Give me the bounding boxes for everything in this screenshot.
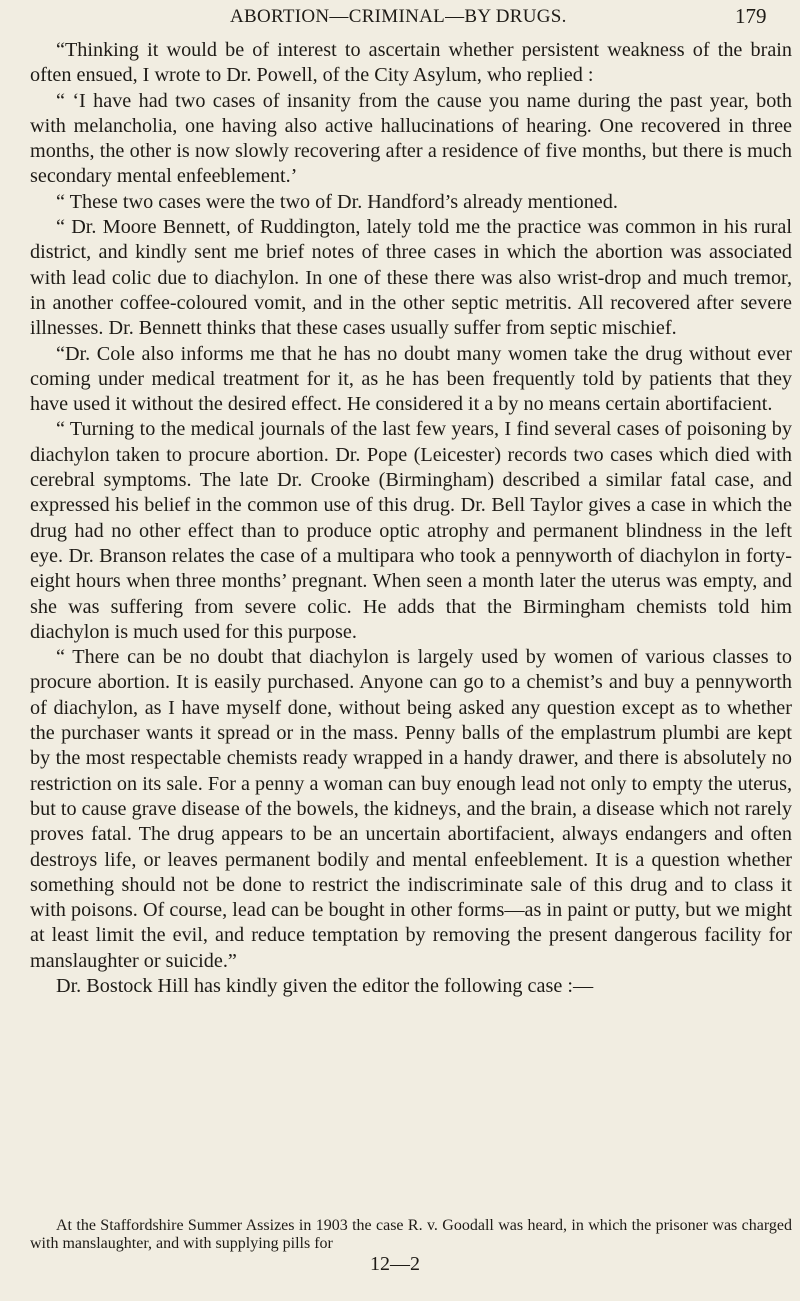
paragraph: “ There can be no doubt that diachylon is largely used by women of various classes to procure abortion. It is easily purchased. Anyone can go to a chemist’s and buy a pennyworth of diachylon, as I have myself done, without being asked any question except as to whether the purchaser wants it spread or in the mass. Penny balls of the emplastrum plumbi are kept by the most respectable chemists ready wrapped in a handy drawer, and there is absolutely no restriction on its sale. For a penny a woman can buy enough lead not only to empty the uterus, but to cause grave disease of the bowels, the kidneys, and the brain, a disease which not rarely proves fatal. The drug appears to be an uncertain abortifacient, always endangers and often destroys life, or leaves permanent bodily and mental enfeeblement. It is a question whether something should not be done to restrict the indiscriminate sale of this drug and to class it with poisons. Of course, lead can be bought in other forms—as in paint or putty, but we might at least limit the evil, and reduce temptation by removing the present dangerous facility for manslaughter or suicide.” — [30, 646, 792, 972]
paragraph: “ These two cases were the two of Dr. Handford’s already mentioned. — [56, 190, 618, 213]
paragraph: “ Dr. Moore Bennett, of Ruddington, lately told me the practice was common in his rural district, and kindly sent me brief notes of three cases in which the abortion was associated with lead colic due to diachylon. In one of these there was also wrist-drop and much tremor, in another coffee-coloured vomit, and in the other septic metritis. All recovered after severe illnesses. Dr. Bennett thinks that these cases usually suffer from septic mischief. — [30, 216, 792, 340]
paragraph: “Thinking it would be of interest to ascertain whether persistent weakness of the brain often ensued, I wrote to Dr. Powell, of the City Asylum, who replied : — [30, 39, 792, 87]
running-head: ABORTION—CRIMINAL—BY DRUGS. — [230, 6, 567, 27]
footnote: At the Staffordshire Summer Assizes in 1903 the case R. v. Goodall was heard, in which the prisoner was charged with manslaughter, and with supplying pills for — [30, 1217, 792, 1252]
page-number: 179 — [735, 4, 767, 28]
paragraph: “ ‘I have had two cases of insanity from the cause you name during the past year, both with melancholia, one having also active hallucinations of hearing. One recovered in three months, the other is now slowly recovering after a residence of five months, but there is much secondary mental enfeeblement.’ — [30, 89, 792, 188]
body-text — [30, 38, 792, 999]
paragraph: “Dr. Cole also informs me that he has no doubt many women take the drug without ever coming under medical treatment for it, as he has been frequently told by patients that they have used it without the desired effect. He considered it a by no means certain abortifacient. — [30, 342, 792, 416]
signature-mark: 12—2 — [370, 1253, 420, 1275]
paragraph: “ Turning to the medical journals of the last few years, I find several cases of poisoning by diachylon taken to procure abortion. Dr. Pope (Leicester) records two cases which died with cerebral symptoms. The late Dr. Crooke (Birmingham) described a similar fatal case, and expressed his belief in the common use of this drug. Dr. Bell Taylor gives a case in which the drug had no other effect than to produce optic atrophy and permanent blindness in the left eye. Dr. Branson relates the case of a multipara who took a pennyworth of diachylon in forty-eight hours when three months’ pregnant. When seen a month later the uterus was empty, and she was suffering from severe colic. He adds that the Birmingham chemists told him diachylon is much used for this purpose. — [30, 418, 792, 643]
paragraph: Dr. Bostock Hill has kindly given the editor the following case :— — [56, 974, 594, 997]
